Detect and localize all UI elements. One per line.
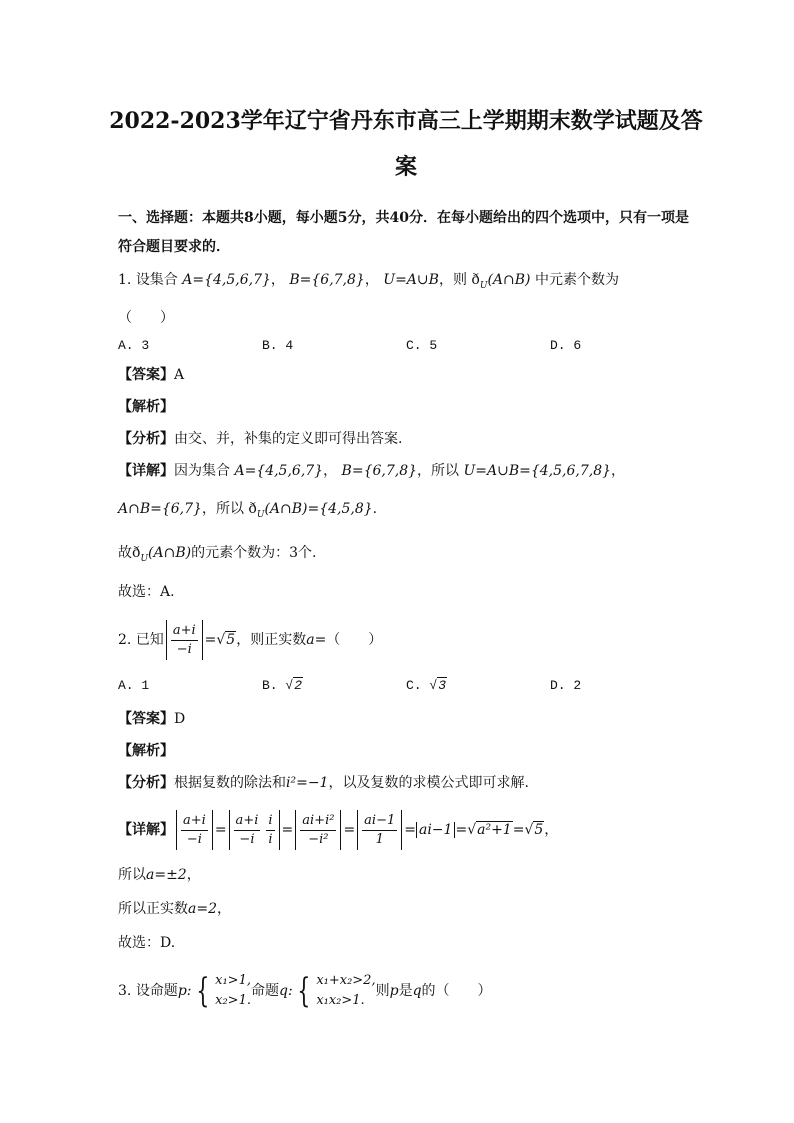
q2-fenxi-a: 根据复数的除法和 bbox=[174, 775, 286, 792]
q1-d1-union: U=A∪B={4,5,6,7,8} bbox=[463, 462, 612, 479]
q2-option-a: A. 1 bbox=[118, 678, 150, 694]
q2-l2-end: ， bbox=[216, 901, 231, 918]
q2-d-frac-2-num: a+i bbox=[234, 812, 261, 831]
q3-q-brace: { bbox=[297, 971, 310, 1012]
q3-p-label: p: bbox=[177, 983, 192, 1000]
q1-stem bbox=[118, 270, 694, 296]
q3-q-var: q bbox=[412, 983, 422, 1000]
q1-d3-arg: (A∩B) bbox=[148, 544, 192, 561]
q1-answer-value: A bbox=[174, 366, 185, 383]
q2-d-end: ， bbox=[544, 822, 559, 839]
q1-d2-end: . bbox=[372, 500, 378, 517]
q2-frac bbox=[171, 622, 198, 659]
q1-set-u: U=A∪B bbox=[383, 272, 439, 288]
q2-d-res-sqrt: √5 bbox=[524, 822, 544, 839]
q2-answer-tag: 【答案】 bbox=[118, 711, 174, 728]
q2-d-frac-4-num: ai−1 bbox=[362, 812, 397, 831]
q1-d2-inter: A∩B={6,7} bbox=[118, 500, 202, 517]
q3-stem-c: 的（ ） bbox=[421, 983, 492, 1000]
q3-p-system bbox=[192, 971, 251, 1011]
document-title bbox=[98, 98, 714, 190]
q1-d1-end: ， bbox=[611, 462, 626, 479]
q2-line-2 bbox=[118, 899, 694, 919]
q2-line-1 bbox=[118, 865, 694, 885]
q1-d1-b: ，所以 bbox=[417, 462, 460, 479]
q2-d-frac-4 bbox=[362, 812, 397, 849]
q2-fenxi-tag: 【分析】 bbox=[118, 775, 174, 792]
q3-stem-b: 是 bbox=[398, 983, 413, 1000]
q1-then: ，则 bbox=[438, 272, 467, 288]
q2-stem-b: ，则正实数 bbox=[236, 632, 307, 649]
q2-fenxi-eq: i²=−1 bbox=[286, 775, 329, 792]
q3-q-line-2: x₁x₂>1. bbox=[316, 993, 365, 1009]
q2-d-frac-2b-den: i bbox=[268, 831, 273, 847]
q1-d2-a: ，所以 bbox=[201, 500, 244, 517]
q1-comp-symbol: ð bbox=[471, 272, 480, 288]
q1-comp-sub: U bbox=[479, 280, 488, 291]
q1-detail-line-3 bbox=[118, 543, 694, 569]
q2-stem-c: =（ ） bbox=[314, 632, 383, 649]
question-3 bbox=[118, 967, 694, 1015]
q2-d-frac-1-den: −i bbox=[186, 831, 202, 847]
q2-d-abs-1 bbox=[176, 810, 213, 850]
q1-detail-tag: 【详解】 bbox=[118, 462, 174, 479]
q2-detail-tag: 【详解】 bbox=[118, 822, 174, 839]
q3-p-brace: { bbox=[195, 971, 209, 1012]
question-1 bbox=[118, 270, 694, 602]
q1-d2-comp-symbol: ð bbox=[248, 500, 257, 517]
q1-d1-a: 因为集合 bbox=[174, 462, 230, 479]
q1-fenxi bbox=[118, 429, 694, 449]
q2-l2-eq: a=2 bbox=[188, 901, 217, 918]
q2-sqrt5-body: 5 bbox=[226, 632, 236, 649]
q3-stem-a: 设命题 bbox=[135, 983, 178, 1000]
q1-sep-1: ， bbox=[270, 272, 285, 288]
q2-d-frac-1 bbox=[181, 812, 208, 849]
q3-then: 则 bbox=[375, 983, 390, 1000]
q1-fenxi-text: 由交、并，补集的定义即可得出答案. bbox=[174, 430, 403, 447]
q2-eq: = bbox=[204, 632, 217, 649]
q2-d-frac-3-num: ai+i² bbox=[300, 812, 336, 831]
q1-comp-arg: (A∩B) bbox=[487, 272, 531, 288]
q2-detail: 【详解】 $\frac{a+i}{-i}$ = $\frac{a+i}{-i}$ $\frac{i}{i}$ = $\frac{\text{ai+i²}}{\text{−i²}}$ = $\frac{ai-1}{1}$ = ai−1 =√a²+1=√5， bbox=[118, 807, 694, 853]
q1-detail-line-1 bbox=[118, 461, 694, 481]
q2-answer-value: D bbox=[174, 711, 186, 728]
q1-d2-result: (A∩B)={4,5,8} bbox=[264, 500, 373, 517]
q2-option-b-sqrt-body: 2 bbox=[294, 678, 303, 694]
q2-option-c-sqrt: √3 bbox=[429, 678, 447, 694]
q2-option-b bbox=[262, 678, 406, 693]
q1-detail-line-2 bbox=[118, 499, 694, 525]
q3-q-system bbox=[293, 971, 376, 1011]
q1-sep-2: ， bbox=[364, 272, 379, 288]
q1-option-c: C. 5 bbox=[406, 337, 438, 353]
q2-d-frac-1-num: a+i bbox=[181, 812, 208, 831]
q1-option-a: A. 3 bbox=[118, 337, 150, 353]
q2-d-res-body: 5 bbox=[534, 822, 544, 839]
q2-d-abs-2 bbox=[229, 810, 280, 850]
q2-number: 2. bbox=[118, 632, 132, 649]
q2-l2-a: 所以正实数 bbox=[118, 901, 188, 918]
q1-d3-complement bbox=[132, 544, 192, 564]
q1-choose: 故选：A. bbox=[118, 584, 175, 601]
q1-number: 1. bbox=[118, 272, 132, 288]
q2-abs-frac bbox=[166, 620, 203, 660]
q3-mid: 命题 bbox=[250, 983, 279, 1000]
q1-d3-comp-symbol: ð bbox=[132, 544, 141, 561]
q1-stem-a: 设集合 bbox=[135, 272, 178, 288]
q3-q-label: q: bbox=[278, 983, 293, 1000]
q1-paren: （ ） bbox=[118, 309, 174, 326]
q2-l1-a: 所以 bbox=[118, 867, 146, 884]
q2-d-sqrt: √a²+1 bbox=[467, 822, 512, 839]
q2-option-b-label: B. bbox=[262, 678, 278, 694]
q2-l1-end: ， bbox=[186, 867, 201, 884]
q1-d2-complement bbox=[248, 500, 373, 520]
q1-options bbox=[118, 338, 694, 353]
q2-choose: 故选：D. bbox=[118, 935, 176, 952]
q2-d-frac-3 bbox=[300, 812, 336, 849]
q2-option-c bbox=[406, 678, 550, 693]
q1-answer-tag: 【答案】 bbox=[118, 366, 174, 383]
section-heading: 一、选择题：本题共8小题，每小题5分，共40分．在每小题给出的四个选项中，只有一项是符合题目要求的． bbox=[118, 210, 689, 255]
title-line-1: 2022-2023学年辽宁省丹东市高三上学期期末数学试题及答 bbox=[109, 108, 703, 134]
q3-q-line-1: x₁+x₂>2, bbox=[316, 973, 376, 989]
question-2 bbox=[118, 618, 694, 953]
q2-d-frac-4-den: 1 bbox=[375, 831, 384, 847]
q2-options bbox=[118, 678, 694, 693]
q3-p-lines bbox=[215, 971, 251, 1011]
q2-d-abs-ai: ai−1 bbox=[416, 822, 455, 838]
q3-p-var: p bbox=[389, 983, 399, 1000]
q2-frac-den: −i bbox=[176, 641, 192, 657]
q2-d-sqrt-body: a²+1 bbox=[477, 822, 512, 839]
q1-option-d: D. 6 bbox=[550, 337, 582, 353]
q2-d-abs-3 bbox=[295, 810, 341, 850]
q2-l1-eq: a=±2 bbox=[146, 867, 187, 884]
q1-d1-set-a: A={4,5,6,7} bbox=[234, 462, 324, 479]
q2-answer bbox=[118, 709, 694, 729]
q3-number: 3. bbox=[118, 983, 132, 1000]
q2-d-frac-3-den: −i² bbox=[308, 831, 329, 847]
q2-fenxi bbox=[118, 773, 694, 793]
q1-stem-b: 中元素个数为 bbox=[534, 272, 619, 288]
q3-p-line-1: x₁>1, bbox=[215, 973, 251, 989]
q2-sqrt5: √5 bbox=[216, 632, 236, 649]
q1-d3-a: 故 bbox=[118, 544, 132, 561]
q2-var-a: a bbox=[306, 632, 315, 649]
q2-d-frac-2b bbox=[266, 812, 274, 849]
q1-fenxi-tag: 【分析】 bbox=[118, 430, 174, 447]
q1-d2-comp-sub: U bbox=[256, 509, 265, 520]
q1-d1-sep: ， bbox=[323, 462, 338, 479]
q2-option-c-label: C. bbox=[406, 678, 422, 694]
q2-d-frac-2b-num: i bbox=[266, 812, 274, 831]
q2-d-frac-2 bbox=[234, 812, 261, 849]
q2-fenxi-b: ，以及复数的求模公式即可求解. bbox=[328, 775, 529, 792]
q3-q-lines bbox=[316, 971, 375, 1011]
q2-frac-num: a+i bbox=[171, 622, 198, 641]
q2-d-abs-4 bbox=[357, 810, 402, 850]
q1-d3-b: 的元素个数为：3个. bbox=[191, 544, 317, 561]
q3-p-line-2: x₂>1. bbox=[215, 993, 251, 1009]
q1-d3-comp-sub: U bbox=[140, 553, 149, 564]
q2-option-b-sqrt: √2 bbox=[285, 678, 303, 694]
q1-complement bbox=[471, 272, 531, 291]
q1-set-b: B={6,7,8} bbox=[289, 272, 365, 288]
q2-jiexi: 【解析】 bbox=[118, 743, 174, 760]
q2-d-frac-2-den: −i bbox=[239, 831, 255, 847]
q2-stem bbox=[118, 618, 694, 662]
q2-stem-a: 已知 bbox=[135, 632, 164, 649]
q1-d1-set-b: B={6,7,8} bbox=[341, 462, 418, 479]
q1-set-a: A={4,5,6,7} bbox=[182, 272, 271, 288]
q1-answer bbox=[118, 365, 694, 385]
q2-option-c-sqrt-body: 3 bbox=[438, 678, 447, 694]
title-line-2: 案 bbox=[394, 154, 417, 180]
q3-stem bbox=[118, 967, 694, 1015]
q1-jiexi: 【解析】 bbox=[118, 398, 174, 415]
q1-option-b: B. 4 bbox=[262, 337, 294, 353]
q2-option-d: D. 2 bbox=[550, 678, 582, 694]
